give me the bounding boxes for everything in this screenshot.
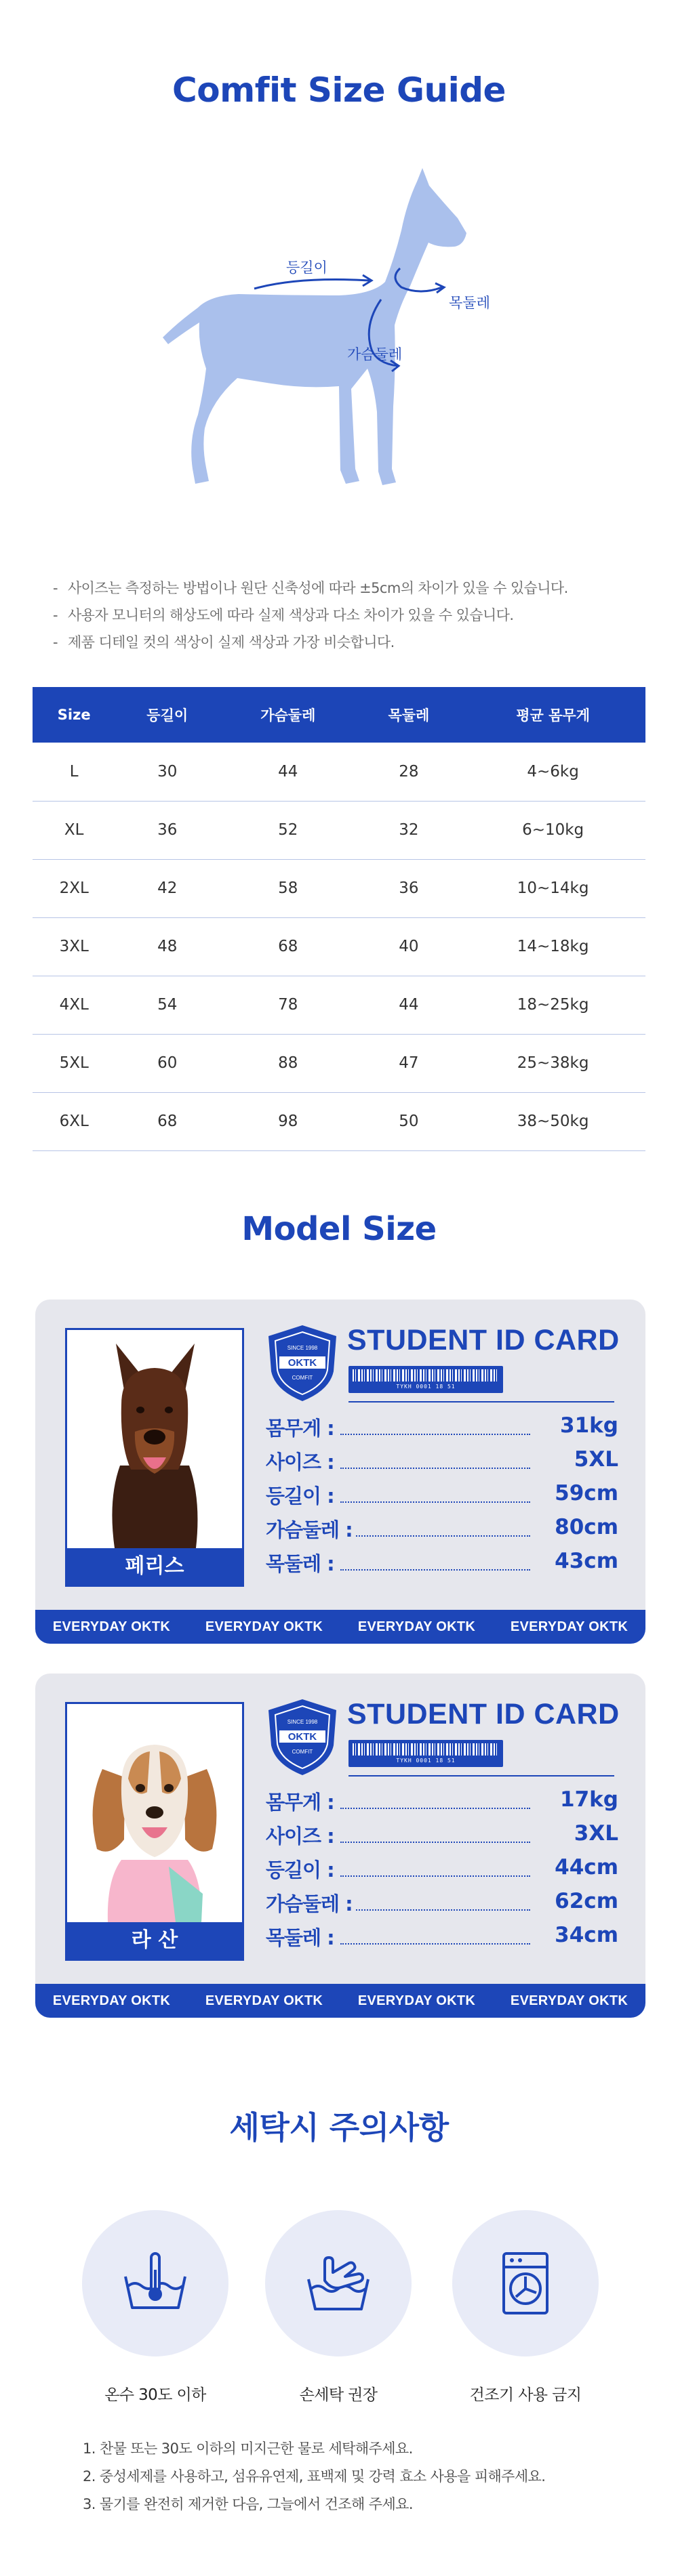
cell: 25~38kg bbox=[460, 1034, 645, 1092]
spec-label: 목둘레 : bbox=[266, 1549, 337, 1577]
cell: 6~10kg bbox=[460, 801, 645, 859]
washing-note: 3. 물기를 완전히 제거한 다음, 그늘에서 건조해 주세요. bbox=[83, 2496, 413, 2512]
cell: 32 bbox=[357, 801, 461, 859]
spec-label: 가슴둘레 : bbox=[266, 1515, 355, 1543]
footer-text: EVERYDAY OKTK bbox=[357, 1619, 476, 1634]
wash-item-hand-wash bbox=[262, 2210, 415, 2405]
cell: 48 bbox=[115, 917, 219, 976]
table-row bbox=[33, 801, 645, 859]
model-photo-frame bbox=[65, 1702, 244, 1961]
badge-top-text: SINCE 1998 bbox=[287, 1345, 318, 1351]
cell: 52 bbox=[219, 801, 357, 859]
header-chest: 가슴둘레 bbox=[219, 687, 357, 743]
cell: 60 bbox=[115, 1034, 219, 1092]
doberman-illustration bbox=[67, 1330, 242, 1548]
card-divider bbox=[348, 1401, 614, 1403]
cell: 44 bbox=[357, 976, 461, 1034]
spec-row-size bbox=[266, 1447, 618, 1481]
spaniel-illustration bbox=[67, 1704, 242, 1922]
spec-row-neck bbox=[266, 1923, 618, 1957]
spec-row-weight bbox=[266, 1413, 618, 1447]
oktk-badge-logo bbox=[266, 1324, 339, 1403]
student-id-card bbox=[35, 1300, 645, 1644]
spec-label: 몸무게 : bbox=[266, 1787, 337, 1815]
header-back-length: 등길이 bbox=[115, 687, 219, 743]
spec-value: 62cm bbox=[552, 1889, 618, 1913]
cell: 10~14kg bbox=[460, 859, 645, 917]
spec-row-weight bbox=[266, 1787, 618, 1821]
neck-label: 목둘레 bbox=[449, 295, 490, 311]
spec-value: 5XL bbox=[572, 1447, 618, 1472]
spec-value: 43cm bbox=[552, 1549, 618, 1573]
badge-brand: OKTK bbox=[287, 1731, 317, 1743]
cell: 68 bbox=[219, 917, 357, 976]
model-size-title: Model Size bbox=[241, 1210, 437, 1248]
header-avg-weight: 평균 몸무게 bbox=[460, 687, 645, 743]
footer-text: EVERYDAY OKTK bbox=[205, 1993, 323, 2008]
cell: XL bbox=[33, 801, 115, 859]
spaniel-photo bbox=[67, 1704, 242, 1922]
cell: 36 bbox=[115, 801, 219, 859]
student-id-card bbox=[35, 1674, 645, 2018]
size-guide-title: Comfit Size Guide bbox=[172, 70, 506, 110]
badge-brand: OKTK bbox=[287, 1357, 317, 1369]
spec-value: 59cm bbox=[552, 1481, 618, 1505]
spec-label: 몸무게 : bbox=[266, 1413, 337, 1441]
cell: 54 bbox=[115, 976, 219, 1034]
cell: L bbox=[33, 743, 115, 801]
back-length-label: 등길이 bbox=[286, 259, 327, 276]
spec-row-back bbox=[266, 1855, 618, 1889]
spec-label: 가슴둘레 : bbox=[266, 1889, 355, 1917]
washing-notes bbox=[83, 2435, 639, 2518]
oktk-badge-logo bbox=[266, 1698, 339, 1777]
footer-text: EVERYDAY OKTK bbox=[52, 1619, 171, 1634]
badge-bottom-text: COMFIT bbox=[292, 1375, 313, 1381]
card-title: STUDENT ID CARD bbox=[347, 1324, 620, 1356]
cell: 28 bbox=[357, 743, 461, 801]
header-size: Size bbox=[33, 687, 115, 743]
size-note: - 사이즈는 측정하는 방법이나 원단 신축성에 따라 ±5cm의 차이가 있을 수 있습니다. bbox=[49, 575, 645, 602]
table-row bbox=[33, 917, 645, 976]
size-note: - 제품 디테일 컷의 색상이 실제 색상과 가장 비슷합니다. bbox=[49, 629, 645, 656]
size-table bbox=[33, 687, 645, 1151]
wash-icon-circle bbox=[82, 2210, 228, 2356]
cell: 50 bbox=[357, 1092, 461, 1150]
cell: 40 bbox=[357, 917, 461, 976]
wash-label: 건조기 사용 금지 bbox=[469, 2386, 582, 2404]
cell: 5XL bbox=[33, 1034, 115, 1092]
dog-silhouette bbox=[163, 168, 466, 485]
cell: 98 bbox=[219, 1092, 357, 1150]
spec-row-chest bbox=[266, 1889, 618, 1923]
wash-label: 손세탁 권장 bbox=[299, 2386, 378, 2404]
spec-label: 사이즈 : bbox=[266, 1821, 337, 1849]
model-name: 라 산 bbox=[67, 1922, 242, 1959]
size-note: - 사용자 모니터의 해상도에 따라 실제 색상과 다소 차이가 있을 수 있습니다. bbox=[49, 602, 645, 629]
footer-text: EVERYDAY OKTK bbox=[510, 1993, 629, 2008]
washing-note: 1. 찬물 또는 30도 이하의 미지근한 물로 세탁해주세요. bbox=[83, 2440, 413, 2457]
spec-value: 3XL bbox=[572, 1821, 618, 1846]
back-arrow bbox=[254, 280, 370, 289]
barcode bbox=[348, 1740, 503, 1767]
model-photo-frame bbox=[65, 1328, 244, 1587]
footer-text: EVERYDAY OKTK bbox=[52, 1993, 171, 2008]
cell: 14~18kg bbox=[460, 917, 645, 976]
card-footer bbox=[35, 1984, 645, 2018]
cell: 78 bbox=[219, 976, 357, 1034]
washing-note: 2. 중성세제를 사용하고, 섬유유연제, 표백제 및 강력 효소 사용을 피해주세요. bbox=[83, 2468, 546, 2485]
badge-bottom-text: COMFIT bbox=[292, 1749, 313, 1755]
size-notes bbox=[49, 575, 645, 656]
cell: 6XL bbox=[33, 1092, 115, 1150]
card-divider bbox=[348, 1775, 614, 1777]
table-row bbox=[33, 1092, 645, 1150]
cell: 68 bbox=[115, 1092, 219, 1150]
cell: 44 bbox=[219, 743, 357, 801]
spec-value: 17kg bbox=[557, 1787, 618, 1812]
wash-icon-circle bbox=[265, 2210, 412, 2356]
barcode-bars bbox=[353, 1743, 499, 1756]
spec-value: 34cm bbox=[552, 1923, 618, 1947]
wash-label: 온수 30도 이하 bbox=[104, 2386, 206, 2404]
footer-text: EVERYDAY OKTK bbox=[510, 1619, 629, 1634]
barcode-text: TYKH 0001 18 51 bbox=[396, 1384, 456, 1390]
hand-wash-icon bbox=[304, 2249, 372, 2317]
barcode-bars bbox=[353, 1369, 499, 1382]
cell: 58 bbox=[219, 859, 357, 917]
spec-row-chest bbox=[266, 1515, 618, 1549]
cell: 2XL bbox=[33, 859, 115, 917]
spec-row-neck bbox=[266, 1549, 618, 1583]
size-table-header bbox=[33, 687, 645, 743]
chest-label: 가슴둘레 bbox=[347, 346, 403, 362]
footer-text: EVERYDAY OKTK bbox=[357, 1993, 476, 2008]
spec-label: 등길이 : bbox=[266, 1481, 337, 1509]
spec-label: 목둘레 : bbox=[266, 1923, 337, 1951]
model-name: 페리스 bbox=[67, 1548, 242, 1585]
spec-row-size bbox=[266, 1821, 618, 1855]
water-temperature-icon bbox=[121, 2249, 189, 2317]
table-row bbox=[33, 859, 645, 917]
card-footer bbox=[35, 1610, 645, 1644]
wash-item-no-dryer bbox=[449, 2210, 602, 2405]
wash-icon-circle bbox=[452, 2210, 599, 2356]
table-row bbox=[33, 743, 645, 801]
dog-measurement-diagram bbox=[136, 163, 556, 528]
spec-value: 44cm bbox=[552, 1855, 618, 1879]
cell: 38~50kg bbox=[460, 1092, 645, 1150]
table-row bbox=[33, 976, 645, 1034]
footer-text: EVERYDAY OKTK bbox=[205, 1619, 323, 1634]
spec-value: 80cm bbox=[552, 1515, 618, 1539]
barcode bbox=[348, 1366, 503, 1393]
doberman-photo bbox=[67, 1330, 242, 1548]
header-neck: 목둘레 bbox=[357, 687, 461, 743]
cell: 47 bbox=[357, 1034, 461, 1092]
table-row bbox=[33, 1034, 645, 1092]
cell: 4~6kg bbox=[460, 743, 645, 801]
cell: 36 bbox=[357, 859, 461, 917]
wash-item-temperature bbox=[79, 2210, 232, 2405]
badge-top-text: SINCE 1998 bbox=[287, 1719, 318, 1725]
spec-label: 사이즈 : bbox=[266, 1447, 337, 1475]
cell: 88 bbox=[219, 1034, 357, 1092]
spec-label: 등길이 : bbox=[266, 1855, 337, 1883]
card-title: STUDENT ID CARD bbox=[347, 1698, 620, 1730]
cell: 42 bbox=[115, 859, 219, 917]
spec-row-back bbox=[266, 1481, 618, 1515]
no-dryer-icon bbox=[492, 2249, 559, 2317]
cell: 4XL bbox=[33, 976, 115, 1034]
cell: 18~25kg bbox=[460, 976, 645, 1034]
cell: 3XL bbox=[33, 917, 115, 976]
barcode-text: TYKH 0001 18 51 bbox=[396, 1758, 456, 1764]
spec-value: 31kg bbox=[557, 1413, 618, 1438]
cell: 30 bbox=[115, 743, 219, 801]
washing-title: 세탁시 주의사항 bbox=[229, 2109, 449, 2146]
